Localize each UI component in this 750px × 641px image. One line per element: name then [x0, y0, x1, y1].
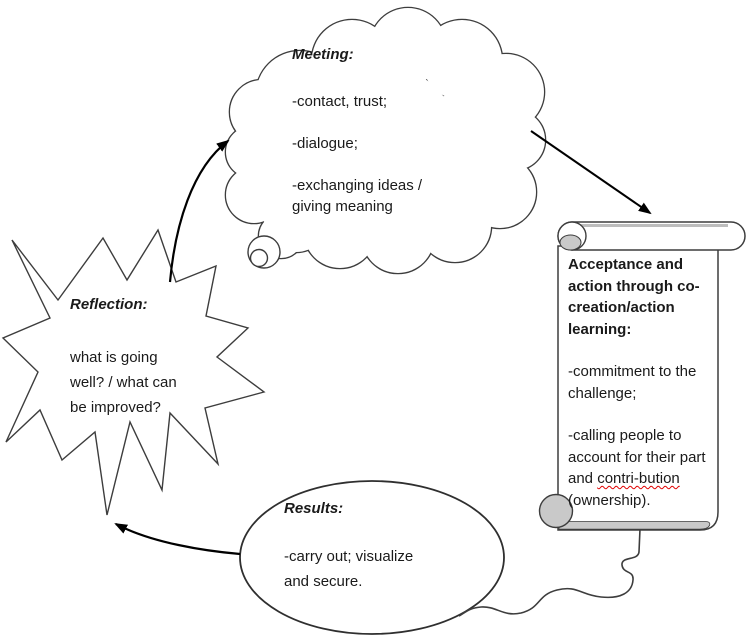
acceptance-title: Acceptance and action through co-creation/action learning:	[568, 256, 700, 338]
arrow-results-to-reflection	[116, 524, 240, 554]
arrow-reflection-to-meeting	[170, 141, 228, 282]
meeting-item: -exchanging ideas / giving meaning	[292, 177, 423, 215]
meeting-title: Meeting:	[292, 46, 354, 63]
cloud-tail-bubbles	[248, 236, 280, 268]
reflection-body: what is going well? / what can be improved?	[70, 349, 177, 416]
acceptance-item-text: -calling people to account for their part and	[568, 427, 706, 487]
reflection-title: Reflection:	[70, 296, 148, 313]
meeting-text-block	[292, 44, 454, 238]
results-text-block	[284, 496, 434, 594]
meeting-item: -dialogue;	[292, 135, 358, 152]
scroll-top-curl-shading	[560, 235, 581, 250]
misspelled-word: contri-	[597, 470, 639, 487]
acceptance-item-text: (ownership).	[568, 491, 651, 509]
results-title: Results:	[284, 500, 344, 517]
meeting-item: -contact, trust;	[292, 93, 388, 110]
arrow-meeting-to-acceptance	[531, 131, 650, 213]
acceptance-text-block	[568, 254, 710, 532]
acceptance-item: -commitment to the challenge;	[568, 363, 697, 402]
results-body: -carry out; visualize and secure.	[284, 548, 414, 590]
misspelled-word: bution	[638, 470, 680, 487]
acceptance-item	[568, 425, 710, 511]
reflection-text-block	[70, 292, 194, 420]
